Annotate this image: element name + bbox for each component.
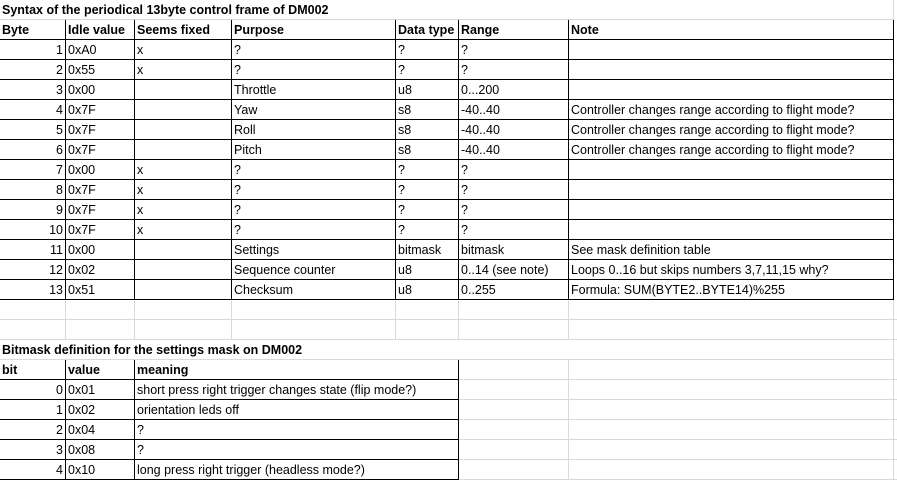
table1-row <box>0 120 897 140</box>
table1-cell-byte[interactable]: 11 <box>0 240 66 260</box>
table2-row <box>0 440 897 460</box>
table2-title-row <box>0 340 897 360</box>
table2-row <box>0 380 897 400</box>
empty-cell[interactable] <box>459 380 569 400</box>
table1-row <box>0 240 897 260</box>
table1-cell-data-type[interactable]: u8 <box>396 260 459 280</box>
table1-cell-byte[interactable]: 12 <box>0 260 66 280</box>
table1-cell-seems-fixed[interactable]: x <box>135 40 232 60</box>
table1-cell-range[interactable]: -40..40 <box>459 140 569 160</box>
table1-cell-purpose[interactable]: ? <box>232 220 396 240</box>
empty-cell[interactable] <box>459 360 569 380</box>
table1-cell-data-type[interactable]: ? <box>396 180 459 200</box>
table1-cell-data-type[interactable]: s8 <box>396 120 459 140</box>
table1-cell-range[interactable]: 0..255 <box>459 280 569 300</box>
table1-cell-purpose[interactable]: Throttle <box>232 80 396 100</box>
table1-cell-note[interactable] <box>569 160 894 180</box>
table1-row <box>0 60 897 80</box>
table1-cell-byte[interactable]: 3 <box>0 80 66 100</box>
empty-cell[interactable] <box>396 320 459 340</box>
table1-cell-range[interactable]: bitmask <box>459 240 569 260</box>
table1-header-purpose[interactable]: Purpose <box>232 20 396 40</box>
table2-cell-bit[interactable]: 4 <box>0 460 66 480</box>
table1-cell-purpose[interactable]: ? <box>232 40 396 60</box>
table1-cell-note[interactable]: Formula: SUM(BYTE2..BYTE14)%255 <box>569 280 894 300</box>
table1-cell-byte[interactable]: 9 <box>0 200 66 220</box>
empty-cell[interactable] <box>459 320 569 340</box>
table2-cell-meaning[interactable]: long press right trigger (headless mode?) <box>135 460 459 480</box>
table1-cell-note[interactable] <box>569 80 894 100</box>
table1-header-note[interactable]: Note <box>569 20 894 40</box>
table1-cell-seems-fixed[interactable]: x <box>135 220 232 240</box>
empty-cell[interactable] <box>569 300 894 320</box>
table1-cell-note[interactable]: See mask definition table <box>569 240 894 260</box>
table1-header-data-type[interactable]: Data type <box>396 20 459 40</box>
table2-cell-value[interactable]: 0x04 <box>66 420 135 440</box>
table1-row <box>0 180 897 200</box>
table1-cell-seems-fixed[interactable]: x <box>135 60 232 80</box>
table1-header-idle-value[interactable]: Idle value <box>66 20 135 40</box>
table1-cell-note[interactable] <box>569 200 894 220</box>
empty-cell[interactable] <box>459 400 569 420</box>
table1-cell-range[interactable]: ? <box>459 180 569 200</box>
table1-cell-idle-value[interactable]: 0x7F <box>66 120 135 140</box>
table1-cell-purpose[interactable]: Pitch <box>232 140 396 160</box>
table1-cell-byte[interactable]: 7 <box>0 160 66 180</box>
empty-row <box>0 320 897 340</box>
table1-cell-seems-fixed[interactable] <box>135 100 232 120</box>
table1-cell-note[interactable]: Loops 0..16 but skips numbers 3,7,11,15 why? <box>569 260 894 280</box>
table2-header-bit[interactable]: bit <box>0 360 66 380</box>
table1-header-range[interactable]: Range <box>459 20 569 40</box>
table1-cell-data-type[interactable]: bitmask <box>396 240 459 260</box>
table1-cell-seems-fixed[interactable] <box>135 280 232 300</box>
table1-cell-byte[interactable]: 4 <box>0 100 66 120</box>
table1-cell-byte[interactable]: 13 <box>0 280 66 300</box>
table1-cell-data-type[interactable]: ? <box>396 160 459 180</box>
empty-cell[interactable] <box>459 420 569 440</box>
table1-cell-data-type[interactable]: ? <box>396 60 459 80</box>
table1-cell-range[interactable]: 0..14 (see note) <box>459 260 569 280</box>
empty-cell[interactable] <box>135 320 232 340</box>
empty-cell[interactable] <box>569 400 894 420</box>
table1-cell-purpose[interactable]: ? <box>232 200 396 220</box>
table1-row <box>0 260 897 280</box>
table1-cell-seems-fixed[interactable] <box>135 240 232 260</box>
empty-cell[interactable] <box>66 300 135 320</box>
table1-cell-data-type[interactable]: s8 <box>396 100 459 120</box>
empty-cell[interactable] <box>232 300 396 320</box>
table2-cell-bit[interactable]: 1 <box>0 400 66 420</box>
empty-cell[interactable] <box>396 300 459 320</box>
table1-row <box>0 200 897 220</box>
table1-cell-idle-value[interactable]: 0x7F <box>66 180 135 200</box>
table2-cell-meaning[interactable]: short press right trigger changes state (flip mode?) <box>135 380 459 400</box>
table1-cell-data-type[interactable]: ? <box>396 40 459 60</box>
table1-cell-byte[interactable]: 8 <box>0 180 66 200</box>
empty-cell[interactable] <box>66 320 135 340</box>
table1-cell-data-type[interactable]: s8 <box>396 140 459 160</box>
table1-cell-range[interactable]: ? <box>459 40 569 60</box>
table1-cell-idle-value[interactable]: 0x55 <box>66 60 135 80</box>
table1-cell-data-type[interactable]: ? <box>396 200 459 220</box>
table2-header-row <box>0 360 897 380</box>
empty-cell[interactable] <box>0 300 66 320</box>
table2-cell-bit[interactable]: 2 <box>0 420 66 440</box>
empty-cell[interactable] <box>459 440 569 460</box>
table1-cell-idle-value[interactable]: 0x00 <box>66 80 135 100</box>
table1-row <box>0 80 897 100</box>
table1-cell-data-type[interactable]: u8 <box>396 80 459 100</box>
table1-cell-range[interactable]: ? <box>459 200 569 220</box>
table2-row <box>0 420 897 440</box>
table2-header-value[interactable]: value <box>66 360 135 380</box>
table1-cell-idle-value[interactable]: 0x7F <box>66 200 135 220</box>
table2-header-meaning[interactable]: meaning <box>135 360 459 380</box>
table2-row <box>0 400 897 420</box>
table2-cell-value[interactable]: 0x10 <box>66 460 135 480</box>
table1-cell-seems-fixed[interactable] <box>135 120 232 140</box>
table1-cell-idle-value[interactable]: 0x7F <box>66 100 135 120</box>
empty-cell[interactable] <box>459 300 569 320</box>
table1-row <box>0 100 897 120</box>
table2-title[interactable]: Bitmask definition for the settings mask on DM002 <box>0 340 894 360</box>
table1-cell-purpose[interactable]: Checksum <box>232 280 396 300</box>
empty-cell[interactable] <box>459 460 569 480</box>
table1-cell-purpose[interactable]: ? <box>232 180 396 200</box>
table1-row <box>0 280 897 300</box>
table1-cell-note[interactable] <box>569 60 894 80</box>
table1-cell-data-type[interactable]: u8 <box>396 280 459 300</box>
table2-cell-meaning[interactable]: ? <box>135 440 459 460</box>
table2-cell-value[interactable]: 0x01 <box>66 380 135 400</box>
empty-cell[interactable] <box>0 320 66 340</box>
empty-cell[interactable] <box>569 320 894 340</box>
table1-cell-seems-fixed[interactable]: x <box>135 180 232 200</box>
table1-cell-range[interactable]: -40..40 <box>459 100 569 120</box>
table1-cell-byte[interactable]: 10 <box>0 220 66 240</box>
table1-row <box>0 140 897 160</box>
table1-row <box>0 220 897 240</box>
table1-cell-note[interactable]: Controller changes range according to flight mode? <box>569 140 894 160</box>
table1-cell-idle-value[interactable]: 0x02 <box>66 260 135 280</box>
table1-row <box>0 160 897 180</box>
table1-cell-purpose[interactable]: Settings <box>232 240 396 260</box>
empty-cell[interactable] <box>569 360 894 380</box>
table1-cell-idle-value[interactable]: 0x7F <box>66 220 135 240</box>
table1-cell-byte[interactable]: 6 <box>0 140 66 160</box>
table1-header-row <box>0 20 897 40</box>
empty-cell[interactable] <box>569 380 894 400</box>
table1-cell-purpose[interactable]: Roll <box>232 120 396 140</box>
table1-cell-idle-value[interactable]: 0x7F <box>66 140 135 160</box>
table2-row <box>0 460 897 480</box>
table1-cell-note[interactable]: Controller changes range according to flight mode? <box>569 120 894 140</box>
table1-cell-byte[interactable]: 2 <box>0 60 66 80</box>
table1-cell-purpose[interactable]: Yaw <box>232 100 396 120</box>
table1-cell-data-type[interactable]: ? <box>396 220 459 240</box>
table1-cell-note[interactable] <box>569 40 894 60</box>
table2-cell-meaning[interactable]: ? <box>135 420 459 440</box>
table1-cell-seems-fixed[interactable] <box>135 260 232 280</box>
table1-cell-note[interactable] <box>569 220 894 240</box>
table1-cell-purpose[interactable]: ? <box>232 160 396 180</box>
table1-cell-purpose[interactable]: Sequence counter <box>232 260 396 280</box>
table1-cell-purpose[interactable]: ? <box>232 60 396 80</box>
empty-row <box>0 300 897 320</box>
table1-header-seems-fixed[interactable]: Seems fixed <box>135 20 232 40</box>
table1-cell-idle-value[interactable]: 0xA0 <box>66 40 135 60</box>
table1-cell-seems-fixed[interactable] <box>135 140 232 160</box>
table1-cell-idle-value[interactable]: 0x00 <box>66 160 135 180</box>
empty-cell[interactable] <box>569 440 894 460</box>
table2-cell-meaning[interactable]: orientation leds off <box>135 400 459 420</box>
table2-cell-value[interactable]: 0x08 <box>66 440 135 460</box>
table1-cell-seems-fixed[interactable] <box>135 80 232 100</box>
table1-title[interactable]: Syntax of the periodical 13byte control frame of DM002 <box>0 0 894 20</box>
table1-cell-range[interactable]: ? <box>459 220 569 240</box>
table1-cell-note[interactable]: Controller changes range according to flight mode? <box>569 100 894 120</box>
table1-cell-seems-fixed[interactable]: x <box>135 160 232 180</box>
empty-cell[interactable] <box>569 420 894 440</box>
empty-cell[interactable] <box>135 300 232 320</box>
table1-cell-range[interactable]: -40..40 <box>459 120 569 140</box>
table1-cell-range[interactable]: ? <box>459 160 569 180</box>
table1-cell-byte[interactable]: 5 <box>0 120 66 140</box>
table1-cell-idle-value[interactable]: 0x00 <box>66 240 135 260</box>
table2-cell-bit[interactable]: 3 <box>0 440 66 460</box>
table1-row <box>0 40 897 60</box>
table1-cell-note[interactable] <box>569 180 894 200</box>
table1-header-byte[interactable]: Byte <box>0 20 66 40</box>
table2-cell-bit[interactable]: 0 <box>0 380 66 400</box>
table1-cell-range[interactable]: 0...200 <box>459 80 569 100</box>
table1-cell-seems-fixed[interactable]: x <box>135 200 232 220</box>
table1-title-row <box>0 0 897 20</box>
table2-cell-value[interactable]: 0x02 <box>66 400 135 420</box>
table1-cell-idle-value[interactable]: 0x51 <box>66 280 135 300</box>
table1-cell-range[interactable]: ? <box>459 60 569 80</box>
empty-cell[interactable] <box>232 320 396 340</box>
table1-cell-byte[interactable]: 1 <box>0 40 66 60</box>
empty-cell[interactable] <box>569 460 894 480</box>
